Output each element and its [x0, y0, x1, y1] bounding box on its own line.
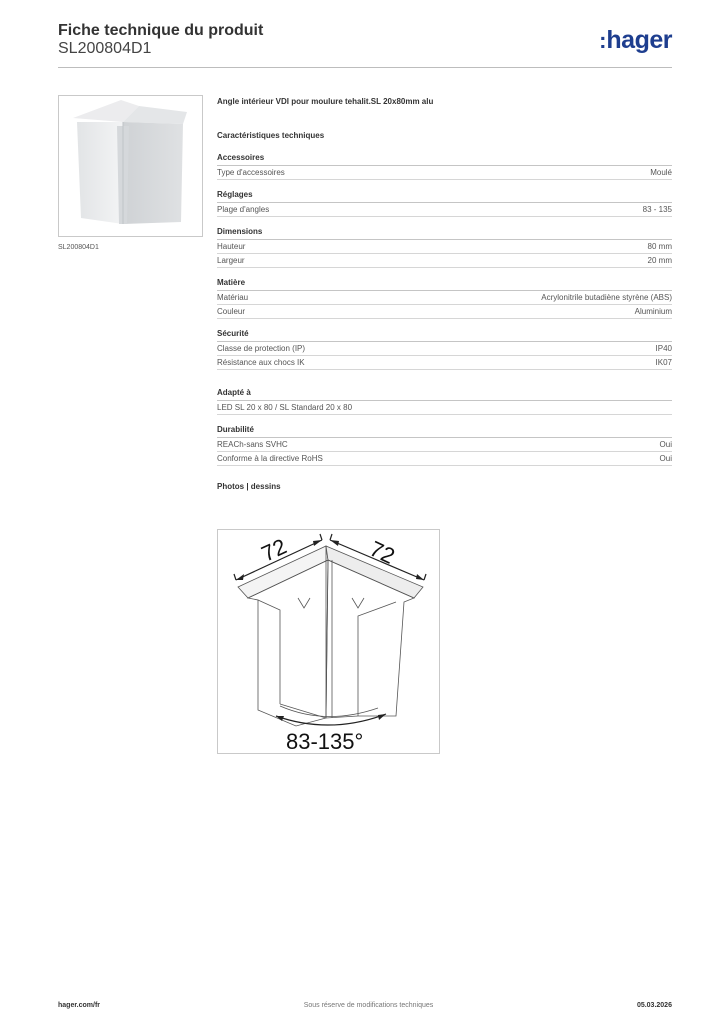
- page-footer: [58, 1002, 672, 1009]
- section-title: Sécurité: [217, 329, 672, 342]
- footer-website-link[interactable]: hager.com/fr: [58, 1002, 101, 1009]
- product-title: Angle intérieur VDI pour moulure tehalit.SL 20x80mm alu: [217, 97, 434, 106]
- tech-heading: Caractéristiques techniques: [217, 131, 325, 140]
- spec-label: Conforme à la directive RoHS: [217, 454, 323, 463]
- section-accessoires: [217, 153, 672, 180]
- spec-row: [217, 240, 672, 254]
- spec-value: Oui: [659, 440, 672, 449]
- footer-date: 05.03.2026: [636, 1002, 672, 1009]
- spec-value: Oui: [659, 454, 672, 463]
- section-dimensions: [217, 227, 672, 268]
- spec-value: 83 - 135: [642, 205, 672, 214]
- spec-value: 80 mm: [647, 242, 672, 251]
- spec-label: Couleur: [217, 307, 246, 316]
- spec-label: REACh-sans SVHC: [217, 440, 288, 449]
- footer-disclaimer: Sous réserve de modifications techniques: [303, 1002, 434, 1009]
- product-specs: [217, 97, 672, 491]
- logo-colon-mark: :: [599, 28, 607, 53]
- spec-value: IK07: [655, 358, 672, 367]
- section-title: Accessoires: [217, 153, 672, 166]
- section-durabilite: [217, 425, 672, 466]
- angle-range-label: 83-135°: [286, 729, 364, 753]
- spec-value: Acrylonitrile butadiène styrène (ABS): [541, 293, 672, 302]
- dimension-left-label: 72: [257, 533, 291, 567]
- spec-row: [217, 203, 672, 217]
- spec-row: [217, 342, 672, 356]
- hager-logo[interactable]: [599, 26, 672, 55]
- technical-drawing: [217, 529, 440, 754]
- thumbnail-caption: SL200804D1: [58, 244, 99, 251]
- photos-title: Photos | dessins: [217, 482, 281, 491]
- product-reference: SL200804D1: [58, 40, 152, 57]
- spec-value: 20 mm: [647, 256, 672, 265]
- spec-row: [217, 254, 672, 268]
- spec-label: Classe de protection (IP): [217, 344, 306, 353]
- section-title: Matière: [217, 278, 672, 291]
- spec-label: Largeur: [217, 256, 245, 265]
- spec-label: Matériau: [217, 293, 249, 302]
- spec-label: Résistance aux chocs IK: [217, 358, 305, 367]
- product-thumbnail: [58, 95, 203, 237]
- section-matiere: [217, 278, 672, 319]
- section-securite: [217, 329, 672, 370]
- spec-row: [217, 452, 672, 466]
- page-title: Fiche technique du produit: [58, 22, 264, 39]
- spec-label: Hauteur: [217, 242, 246, 251]
- spec-label: Type d'accessoires: [217, 168, 285, 177]
- header-divider: [58, 67, 672, 68]
- spec-row: [217, 438, 672, 452]
- spec-label: LED SL 20 x 80 / SL Standard 20 x 80: [217, 403, 353, 412]
- product-thumbnail-image: [59, 96, 202, 236]
- section-adapte: [217, 388, 672, 415]
- spec-value: Moulé: [650, 168, 672, 177]
- spec-row: [217, 291, 672, 305]
- spec-row: [217, 401, 672, 415]
- spec-row: [217, 305, 672, 319]
- technical-drawing-svg: [218, 530, 439, 753]
- spec-label: Plage d'angles: [217, 205, 270, 214]
- spec-value: IP40: [655, 344, 672, 353]
- spec-value: Aluminium: [634, 307, 672, 316]
- spec-row: [217, 356, 672, 370]
- dimension-right-label: 72: [365, 535, 399, 569]
- section-title: Durabilité: [217, 425, 672, 438]
- spec-row: [217, 166, 672, 180]
- logo-text: hager: [606, 26, 672, 54]
- section-title: Adapté à: [217, 388, 672, 401]
- section-title: Dimensions: [217, 227, 672, 240]
- section-reglages: [217, 190, 672, 217]
- section-title: Réglages: [217, 190, 672, 203]
